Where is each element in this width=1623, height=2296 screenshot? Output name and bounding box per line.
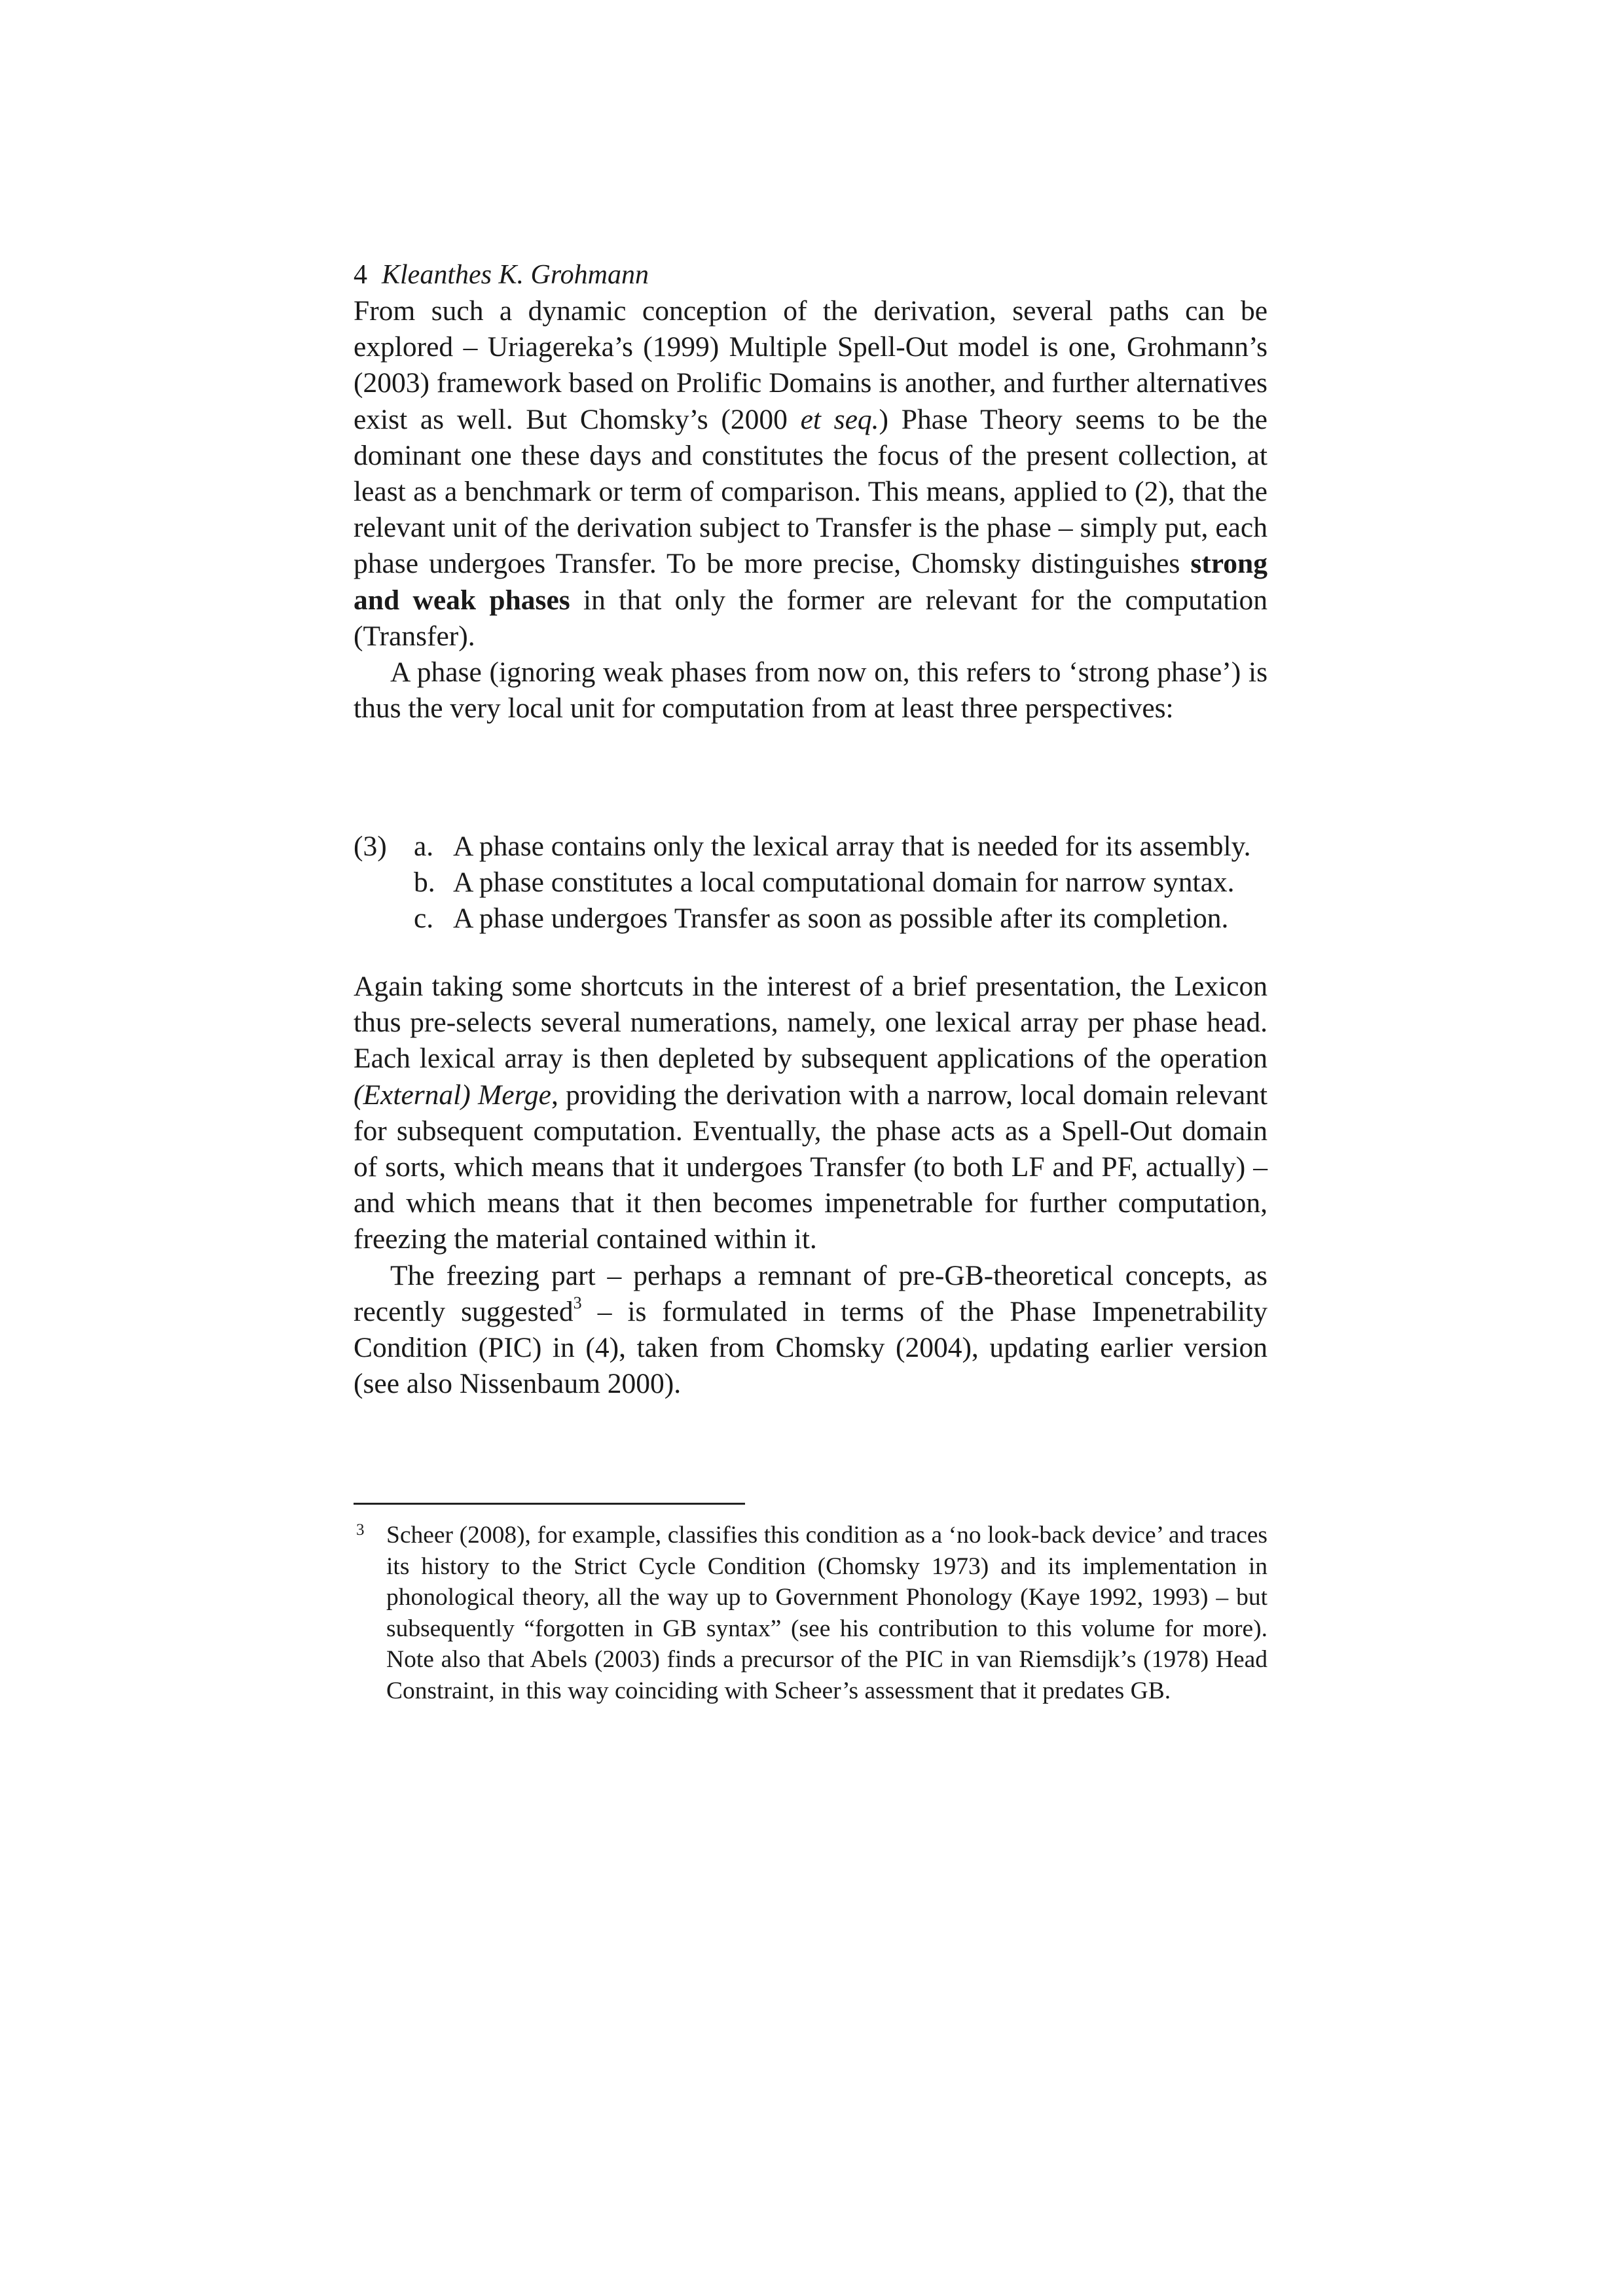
page-number: 4 — [354, 260, 367, 290]
example-item-b — [354, 865, 1267, 901]
example-item-c — [354, 901, 1267, 937]
running-title: Kleanthes K. Grohmann — [382, 260, 649, 290]
example-text: A phase contains only the lexical array that is needed for its assembly. — [453, 831, 1251, 862]
paragraph-2: A phase (ignoring weak phases from now on, this refers to ‘strong phase’) is thus the very local unit for computation from at least three perspectives: — [354, 656, 1267, 725]
example-number: (3) — [354, 831, 387, 862]
example-text: A phase undergoes Transfer as soon as possible after its completion. — [453, 903, 1229, 935]
footnote-3 — [354, 1520, 1267, 1706]
footnote-reference[interactable]: 3 — [573, 1293, 582, 1313]
paragraph-3: Again taking some shortcuts in the interest of a brief presentation, the Lexicon thus pre-selects several numerations, namely, one lexical array per phase head. Each lexical array is then depleted by subsequent applications of the operation (External) Merge, providing the derivation with a narrow, local domain relevant for subsequent computation. Eventually, the phase acts as a Spell-Out domain of sorts, which means that it undergoes Transfer (to both LF and PF, actually) – and which means that it then becomes impenetrable for further computation, freezing the material contained within it. — [354, 971, 1267, 1255]
running-header — [354, 257, 649, 293]
example-letter: a. — [414, 831, 434, 862]
body-text-top — [354, 293, 1267, 726]
paragraph-1: From such a dynamic conception of the derivation, several paths can be explored – Uriagereka’s (1999) Multiple Spell-Out model is one, Grohmann’s (2003) framework based on Prolific Domains is another, and further alternatives exist as well. But Chomsky’s (2000 et seq.) Phase Theory seems to be the dominant one these days and constitutes the focus of the present collection, at least as a benchmark or term of comparison. This means, applied to (2), that the relevant unit of the derivation subject to Transfer is the phase – simply put, each phase undergoes Transfer. To be more precise, Chomsky distinguishes strong and weak phases in that only the former are relevant for the computation (Transfer). — [354, 295, 1267, 652]
example-text: A phase constitutes a local computational domain for narrow syntax. — [453, 867, 1235, 899]
footnote-text: Scheer (2008), for example, classifies this condition as a ‘no look-back device’ and traces its history to the Strict Cycle Condition (Chomsky 1973) and its implementation in phonological theory, all the way up to Government Phonology (Kaye 1992, 1993) – but subsequently “forgotten in GB syntax” (see his contribution to this volume for more). Note also that Abels (2003) finds a precursor of the PIC in van Riemsdijk’s (1978) Head Constraint, in this way coinciding with Scheer’s assessment that it predates GB. — [386, 1522, 1267, 1704]
example-letter: c. — [414, 903, 434, 935]
footnote-mark: 3 — [356, 1521, 365, 1539]
paragraph-4: The freezing part – perhaps a remnant of pre-GB-theoretical concepts, as recently suggested$^3$ – is formulated in terms of the Phase Impenetrability Condition (PIC) in (4), taken from Chomsky (2004), updating earlier version (see also Nissenbaum 2000). — [354, 1259, 1268, 1400]
footnote-divider — [354, 1503, 745, 1505]
example-letter: b. — [414, 867, 435, 899]
example-3 — [354, 829, 1267, 937]
example-item-a — [354, 829, 1267, 865]
body-text-bottom — [354, 969, 1267, 1402]
